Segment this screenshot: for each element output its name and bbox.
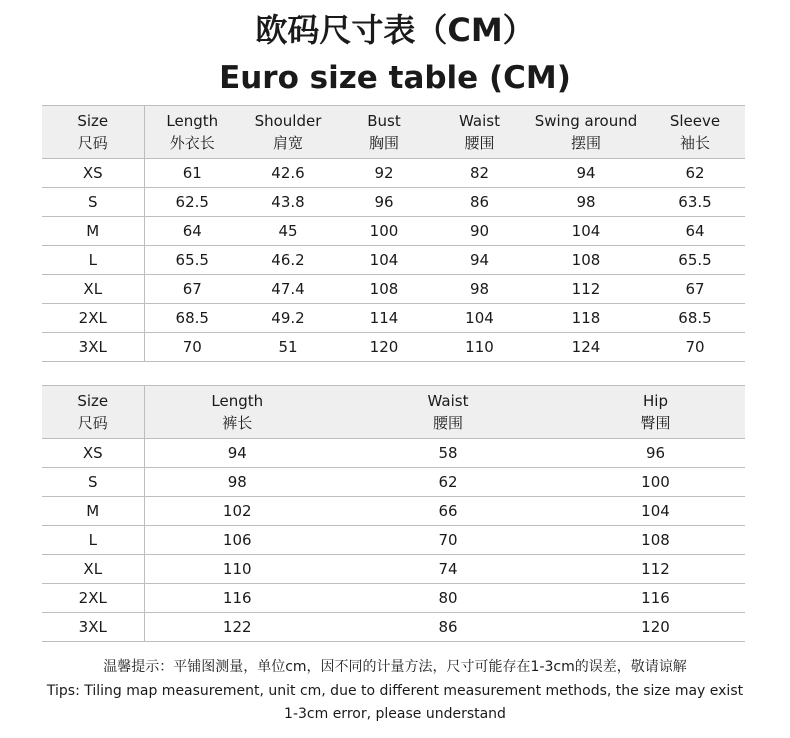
size-cell: M [42,497,144,526]
header-label-cn: 腰围 [432,414,463,432]
value-cell: 61 [144,159,240,188]
header-cell [527,106,645,159]
header-label-en: Hip [643,392,668,410]
value-cell: 118 [527,304,645,333]
table-header-row [42,386,745,439]
value-cell: 65.5 [144,246,240,275]
header-cell [330,386,566,439]
value-cell: 114 [336,304,432,333]
header-cell [645,106,745,159]
value-cell: 108 [566,526,745,555]
top-table-body [42,159,745,362]
value-cell: 94 [527,159,645,188]
header-cell [432,106,527,159]
value-cell: 108 [336,275,432,304]
table-row [42,217,745,246]
table-row [42,246,745,275]
header-label-en: Sleeve [669,112,721,130]
header-label-cn: 尺码 [77,134,108,152]
value-cell: 102 [144,497,330,526]
header-label-en: Length [166,112,219,130]
value-cell: 116 [566,584,745,613]
value-cell: 62 [645,159,745,188]
value-cell: 92 [336,159,432,188]
size-cell: S [42,468,144,497]
header-label-cn: 腰围 [464,134,495,152]
tips-chinese: 温馨提示：平铺图测量，单位cm，因不同的计量方法，尺寸可能存在1-3cm的误差，敬请谅解 [103,659,687,675]
value-cell: 62 [330,468,566,497]
value-cell: 49.2 [240,304,336,333]
value-cell: 122 [144,613,330,642]
value-cell: 70 [645,333,745,362]
value-cell: 51 [240,333,336,362]
tips-english: Tips: Tiling map measurement, unit cm, due to different measurement methods, the size may exist 1-3cm error, please understand [46,683,744,722]
value-cell: 124 [527,333,645,362]
table-row [42,584,745,613]
header-label-en: Shoulder [254,112,322,130]
value-cell: 112 [527,275,645,304]
value-cell: 66 [330,497,566,526]
value-cell: 74 [330,555,566,584]
value-cell: 67 [645,275,745,304]
header-label-cn: 尺码 [77,414,108,432]
value-cell: 94 [432,246,527,275]
value-cell: 104 [527,217,645,246]
header-label-en: Bust [367,112,401,130]
value-cell: 98 [527,188,645,217]
size-cell: XL [42,555,144,584]
page-title-chinese: 欧码尺寸表（CM） [255,11,535,49]
header-label-cn: 臀围 [640,414,671,432]
size-cell: XS [42,159,144,188]
header-label-cn: 胸围 [368,134,399,152]
page-title-english: Euro size table (CM) [219,60,571,96]
value-cell: 98 [432,275,527,304]
value-cell: 70 [330,526,566,555]
bottom-table-body [42,439,745,642]
table-row [42,526,745,555]
header-label-en: Waist [459,112,500,130]
value-cell: 64 [144,217,240,246]
size-cell: L [42,246,144,275]
header-cell [240,106,336,159]
header-cell [336,106,432,159]
header-cell [566,386,745,439]
value-cell: 120 [336,333,432,362]
table-row [42,555,745,584]
value-cell: 67 [144,275,240,304]
table-row [42,188,745,217]
value-cell: 86 [330,613,566,642]
table-row [42,333,745,362]
table-row [42,439,745,468]
table-row [42,304,745,333]
value-cell: 108 [527,246,645,275]
value-cell: 58 [330,439,566,468]
value-cell: 120 [566,613,745,642]
value-cell: 110 [432,333,527,362]
value-cell: 104 [566,497,745,526]
value-cell: 65.5 [645,246,745,275]
value-cell: 106 [144,526,330,555]
bottom-size-table [42,385,745,642]
header-cell [144,386,330,439]
value-cell: 43.8 [240,188,336,217]
value-cell: 70 [144,333,240,362]
table-row [42,275,745,304]
header-label-en: Size [77,112,109,130]
value-cell: 68.5 [645,304,745,333]
header-label-cn: 外衣长 [169,134,215,152]
value-cell: 80 [330,584,566,613]
table-row [42,468,745,497]
size-cell: 3XL [42,333,144,362]
value-cell: 46.2 [240,246,336,275]
size-cell: XS [42,439,144,468]
header-label-en: Swing around [534,112,638,130]
header-cell [42,106,144,159]
value-cell: 62.5 [144,188,240,217]
value-cell: 100 [566,468,745,497]
value-cell: 110 [144,555,330,584]
value-cell: 86 [432,188,527,217]
header-label-cn: 肩宽 [272,134,303,152]
value-cell: 96 [566,439,745,468]
value-cell: 90 [432,217,527,246]
size-cell: 2XL [42,584,144,613]
size-cell: 3XL [42,613,144,642]
table-header-row [42,106,745,159]
value-cell: 112 [566,555,745,584]
header-label-en: Waist [427,392,469,410]
size-cell: 2XL [42,304,144,333]
value-cell: 63.5 [645,188,745,217]
value-cell: 82 [432,159,527,188]
header-label-en: Size [77,392,109,410]
header-cell [42,386,144,439]
value-cell: 98 [144,468,330,497]
header-label-cn: 裤长 [222,414,253,432]
value-cell: 42.6 [240,159,336,188]
value-cell: 68.5 [144,304,240,333]
top-size-table [42,105,745,362]
value-cell: 64 [645,217,745,246]
value-cell: 100 [336,217,432,246]
size-cell: XL [42,275,144,304]
header-label-cn: 摆围 [570,134,601,152]
value-cell: 45 [240,217,336,246]
value-cell: 116 [144,584,330,613]
value-cell: 96 [336,188,432,217]
size-cell: S [42,188,144,217]
header-cell [144,106,240,159]
value-cell: 94 [144,439,330,468]
table-row [42,159,745,188]
value-cell: 47.4 [240,275,336,304]
table-row [42,497,745,526]
size-cell: M [42,217,144,246]
value-cell: 104 [432,304,527,333]
value-cell: 104 [336,246,432,275]
header-label-cn: 袖长 [679,134,710,152]
size-cell: L [42,526,144,555]
table-row [42,613,745,642]
header-label-en: Length [211,392,264,410]
